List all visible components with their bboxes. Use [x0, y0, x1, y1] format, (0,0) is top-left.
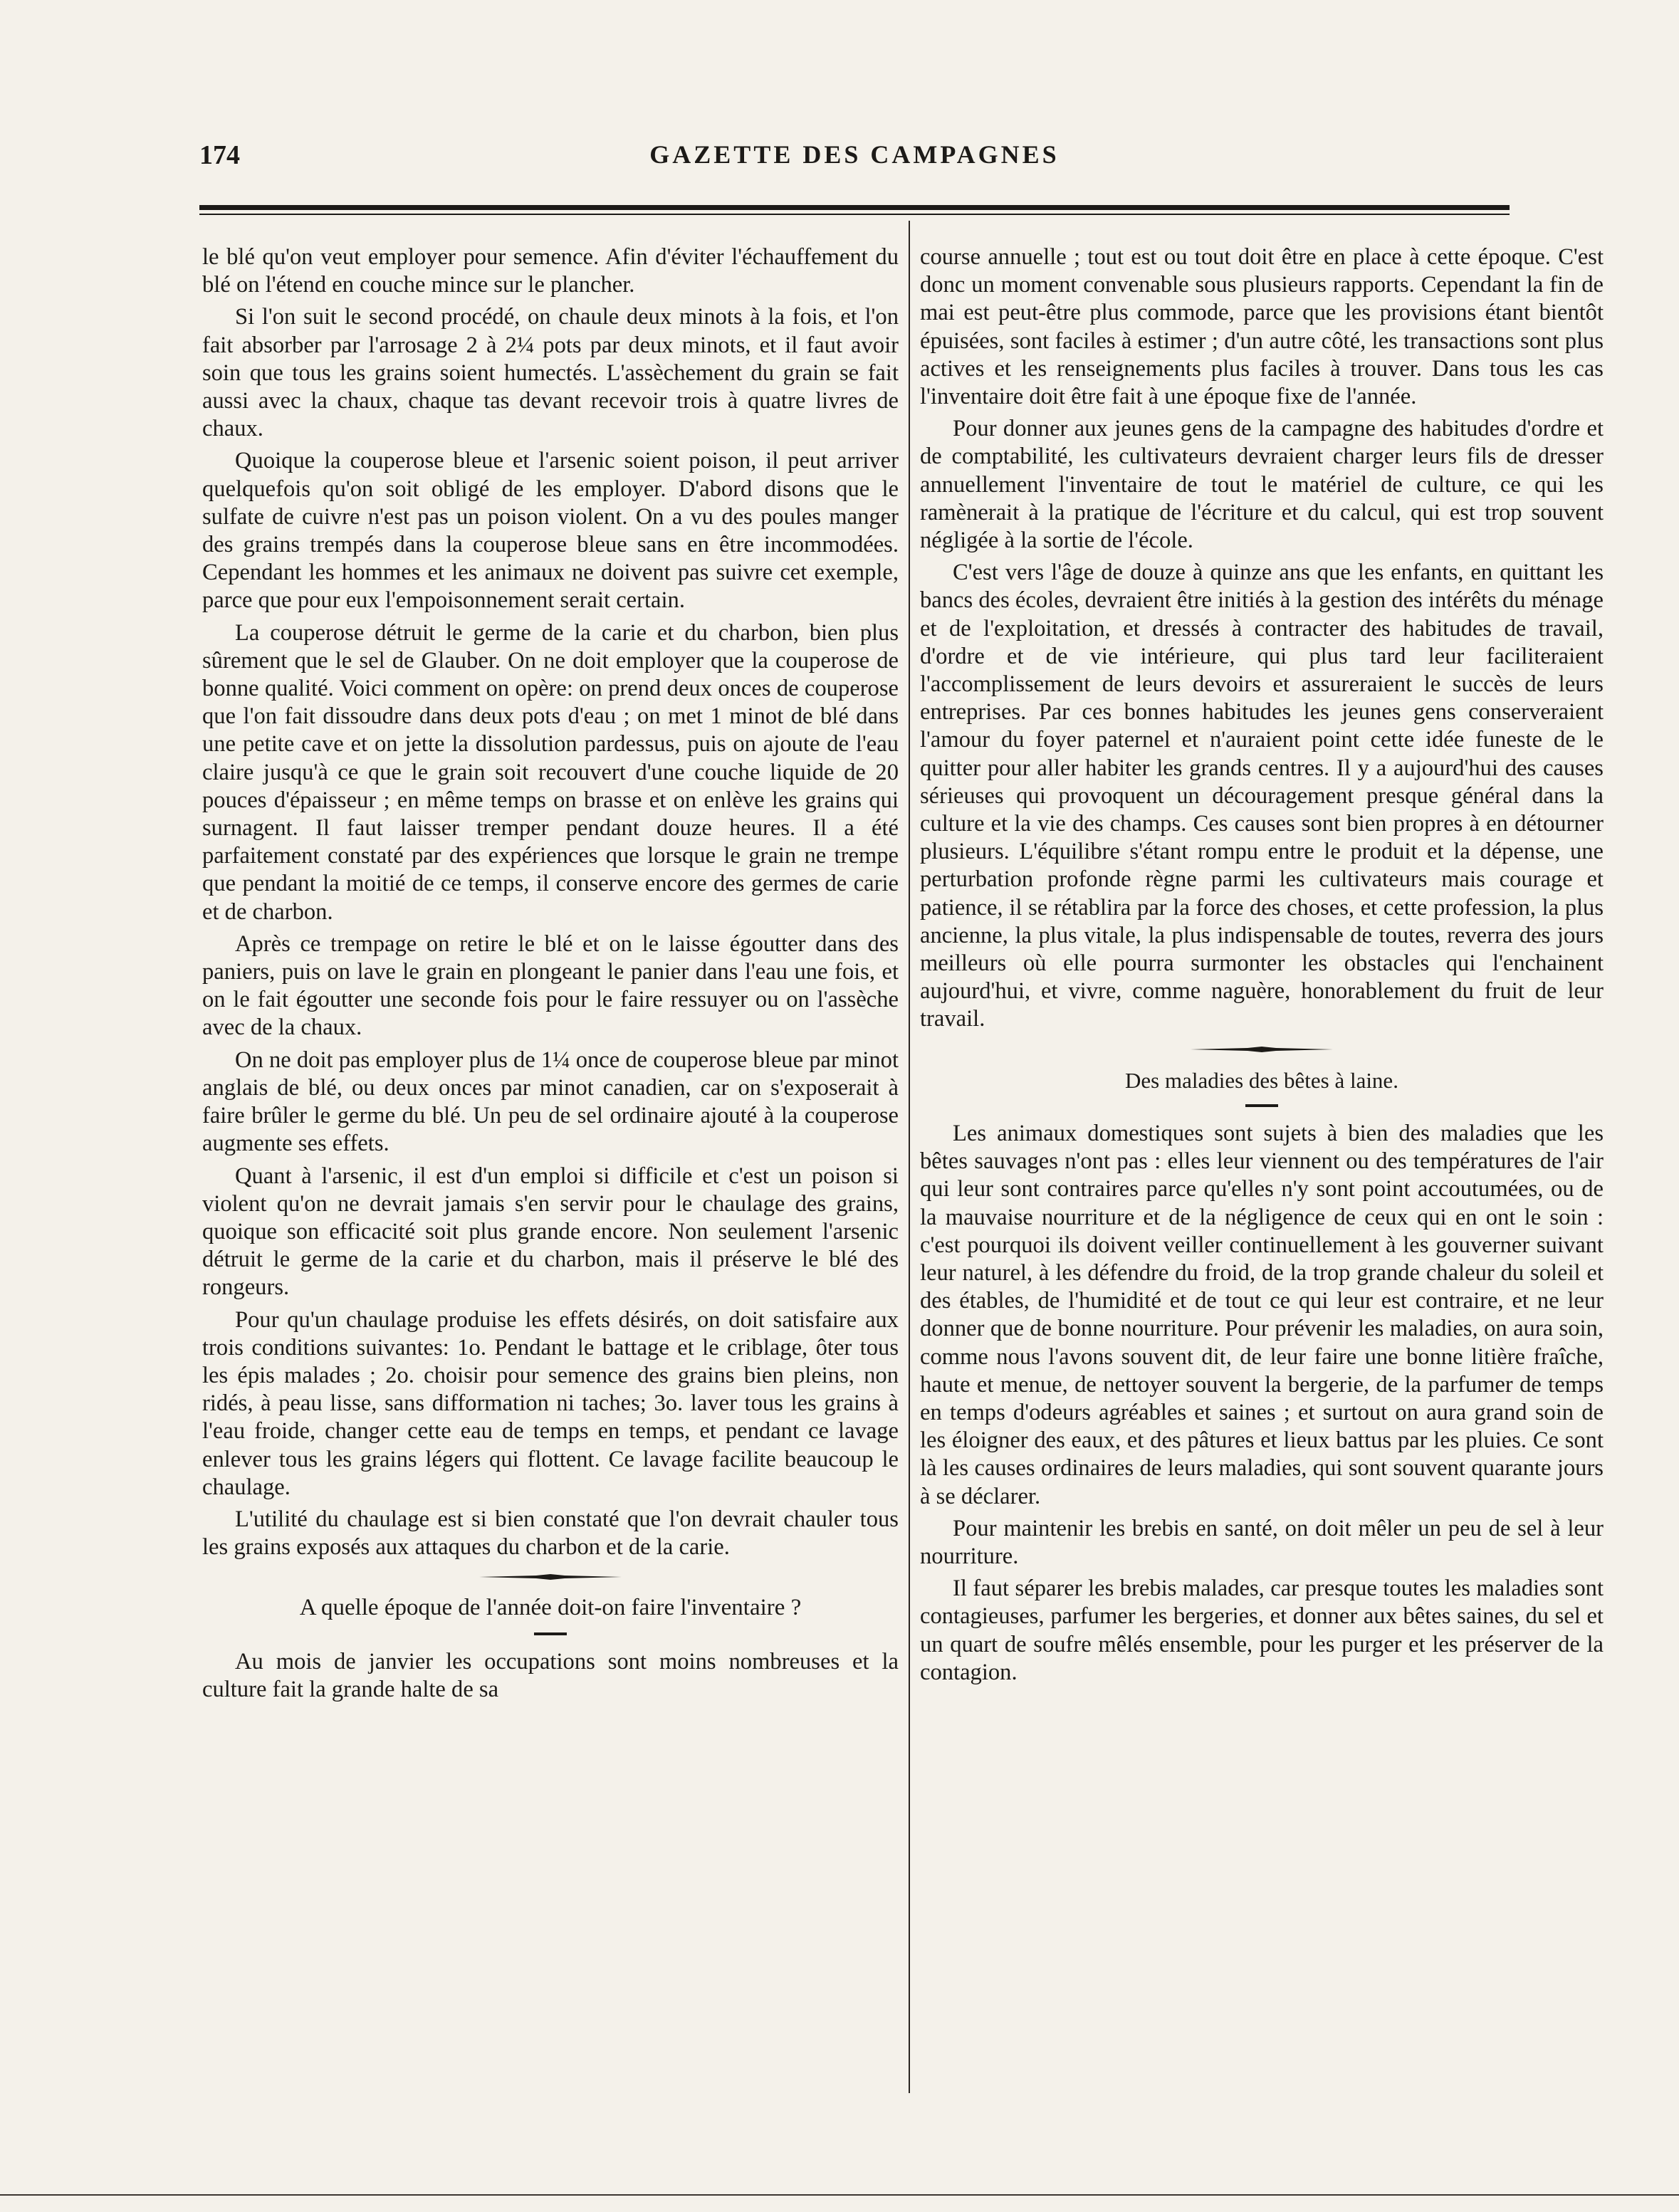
title-dash — [1245, 1104, 1278, 1107]
paragraph: le blé qu'on veut employer pour semence. Afin d'éviter l'échauffement du blé on l'étend en couche mince sur le plancher. — [202, 244, 899, 298]
paragraph: La couperose détruit le germe de la carie et du charbon, bien plus sûrement que le sel de Glauber. On ne doit employer que la couperose de bonne qualité. Voici comment on opère: on prend deux onces de couperose que l'on fait dissoudre dans deux pots d'eau ; on met 1 minot de blé dans une petite cave et on jette la dissolution pardessus, puis on ajoute de l'eau claire jusqu'à ce que le grain soit recouvert d'une couche liquide de 20 pouces d'épaisseur ; en même temps on brasse et on enlève les grains qui surnagent. Il faut laisser tremper pendant douze heures. Il a été parfaitement constaté par des expériences que lorsque le grain ne trempe que pendant la moitié de ce temps, il conserve encore des germes de carie et de charbon. — [202, 619, 899, 925]
paragraph: Quoique la couperose bleue et l'arsenic soient poison, il peut arriver quelquefois qu'on soit obligé de les employer. D'abord disons que le sulfate de cuivre n'est pas un poison violent. On a vu des poules manger des grains trempés dans la couperose bleue sans en être incommodées. Cependant les hommes et les animaux ne doivent pas suivre cet exemple, parce que pour eux l'empoisonnement serait certain. — [202, 448, 899, 614]
section-ornament — [1191, 1047, 1333, 1052]
section-ornament — [479, 1574, 622, 1580]
paragraph: On ne doit pas employer plus de 1¼ once de couperose bleue par minot anglais de blé, ou deux onces par minot canadien, car on s'exposerait à faire brûler le germe du blé. Un peu de sel ordinaire ajouté à la couperose augmente ses effets. — [202, 1047, 899, 1157]
paragraph: Pour donner aux jeunes gens de la campagne des habitudes d'ordre et de comptabilité, les cultivateurs devraient charger leurs fils de dresser annuellement l'inventaire de tout le matériel de culture, ce qui les ramènerait à la pratique de l'écriture et du calcul, qui est trop souvent négligée à la sortie de l'école. — [920, 416, 1604, 554]
paragraph: Les animaux domestiques sont sujets à bien des maladies que les bêtes sauvages n'ont pas : elles leur viennent ou des températures de l'air qui leur sont contraires parce qu'elles n'y sont point accoutumées, ou de la mauvaise nourriture et de la négligence de ceux qui en ont le soin : c'est pourquoi ils doivent veiller continuellement à les gouverner suivant leur naturel, à les défendre du froid, de la trop grande chaleur du soleil et des étables, de l'humidité et de tout ce qui leur est contraire, et ne leur donner que de bonne nourriture. Pour prévenir les maladies, on aura soin, comme nous l'avons souvent dit, de leur faire une bonne litière fraîche, haute et menue, de nettoyer souvent la bergerie, de la parfumer de temps en temps d'odeurs agréables et saines ; et surtout on aura grand soin de les éloigner des eaux, et des pâtures et lieux battus par les pluies. Ce sont là les causes ordinaires de leurs maladies, qui sont souvent quarante jours à se déclarer. — [920, 1120, 1604, 1509]
column-divider — [909, 221, 910, 2093]
paragraph: Quant à l'arsenic, il est d'un emploi si difficile et c'est un poison si violent qu'on ne devrait jamais s'en servir pour le chaulage des grains, quoique son efficacité soit plus grande encore. Non seulement l'arsenic détruit le germe de la carie et du charbon, mais il préserve le blé des rongeurs. — [202, 1163, 899, 1301]
paragraph: L'utilité du chaulage est si bien constaté que l'on devrait chauler tous les grains exposés aux attaques du charbon et de la carie. — [202, 1506, 899, 1561]
paragraph: Au mois de janvier les occupations sont moins nombreuses et la culture fait la grande halte de sa — [202, 1648, 899, 1702]
paragraph: Après ce trempage on retire le blé et on le laisse égoutter dans des paniers, puis on lave le grain en plongeant le panier dans l'eau une fois, et on le fait égoutter une seconde fois pour le faire ressuyer ou on l'assèche avec de la chaux. — [202, 931, 899, 1041]
header-rule-thick — [199, 205, 1510, 210]
section-title-inventaire: A quelle époque de l'année doit-on faire l'inventaire ? — [299, 1595, 802, 1621]
bottom-rule — [0, 2194, 1679, 2196]
right-column — [920, 243, 1604, 2095]
header-rule-thin — [199, 214, 1510, 215]
paragraph: Pour maintenir les brebis en santé, on doit mêler un peu de sel à leur nourriture. — [920, 1515, 1604, 1569]
page-header — [199, 140, 1510, 189]
running-title: GAZETTE DES CAMPAGNES — [649, 140, 1060, 169]
paragraph: Si l'on suit le second procédé, on chaule deux minots à la fois, et l'on fait absorber par l'arrosage 2 à 2¼ pots par deux minots, et il faut avoir soin que tous les grains soient humectés. L'assèchement du grain se fait aussi avec la chaux, chaque tas devant recevoir trois à quatre livres de chaux. — [202, 304, 899, 442]
page-number: 174 — [199, 140, 240, 170]
section-title-maladies: Des maladies des bêtes à laine. — [1125, 1067, 1398, 1093]
left-column — [202, 243, 899, 2095]
title-dash — [534, 1632, 567, 1635]
paragraph: Il faut séparer les brebis malades, car presque toutes les maladies sont contagieuses, parfumer les bergeries, et donner aux bêtes saines, du sel et un quart de soufre mêlés ensemble, pour les purger et les préserver de la contagion. — [920, 1576, 1604, 1685]
paragraph: course annuelle ; tout est ou tout doit être en place à cette époque. C'est donc un moment convenable sous plusieurs rapports. Cependant la fin de mai est peut-être plus commode, parce que les provisions étant bientôt épuisées, sont faciles à estimer ; d'un autre côté, les transactions sont plus actives et les renseignements plus faciles à trouver. Dans tous les cas l'inventaire doit être fait à une époque fixe de l'année. — [920, 244, 1604, 410]
paragraph: Pour qu'un chaulage produise les effets désirés, on doit satisfaire aux trois conditions suivantes: 1o. Pendant le battage et le criblage, ôter tous les épis malades ; 2o. choisir pour semence des grains bien pleins, non ridés, à peau lisse, sans difformation ni taches; 3o. laver tous les grains à l'eau froide, changer cette eau de temps en temps, et pendant ce lavage enlever tous les grains légers qui flottent. Ce lavage facilite beaucoup le chaulage. — [202, 1306, 899, 1500]
paragraph: C'est vers l'âge de douze à quinze ans que les enfants, en quittant les bancs des écoles, devraient être initiés à la gestion des intérêts du ménage et de l'exploitation, et dressés à contracter des habitudes de travail, d'ordre et de vie intérieure, qui plus tard leur faciliteraient l'accomplissement de leurs devoirs et assureraient le succès de leurs entreprises. Par ces bonnes habitudes les jeunes gens conserveraient l'amour du foyer paternel et n'auraient point cette idée funeste de le quitter pour aller habiter les grands centres. Il y a aujourd'hui des causes sérieuses qui provoquent un découragement presque général dans la culture et la vie des champs. Ces causes sont bien propres à en détourner plusieurs. L'équilibre s'étant rompu entre le produit et la dépense, une perturbation profonde règne parmi les cultivateurs mais courage et patience, il se rétablira par la force des choses, et cette profession, la plus ancienne, la plus vitale, la plus indispensable de toutes, reverra des jours meilleurs où elle pourra surmonter les obstacles qui l'enchainent aujourd'hui, et vivre, comme naguère, honorablement du fruit de leur travail. — [920, 560, 1604, 1032]
